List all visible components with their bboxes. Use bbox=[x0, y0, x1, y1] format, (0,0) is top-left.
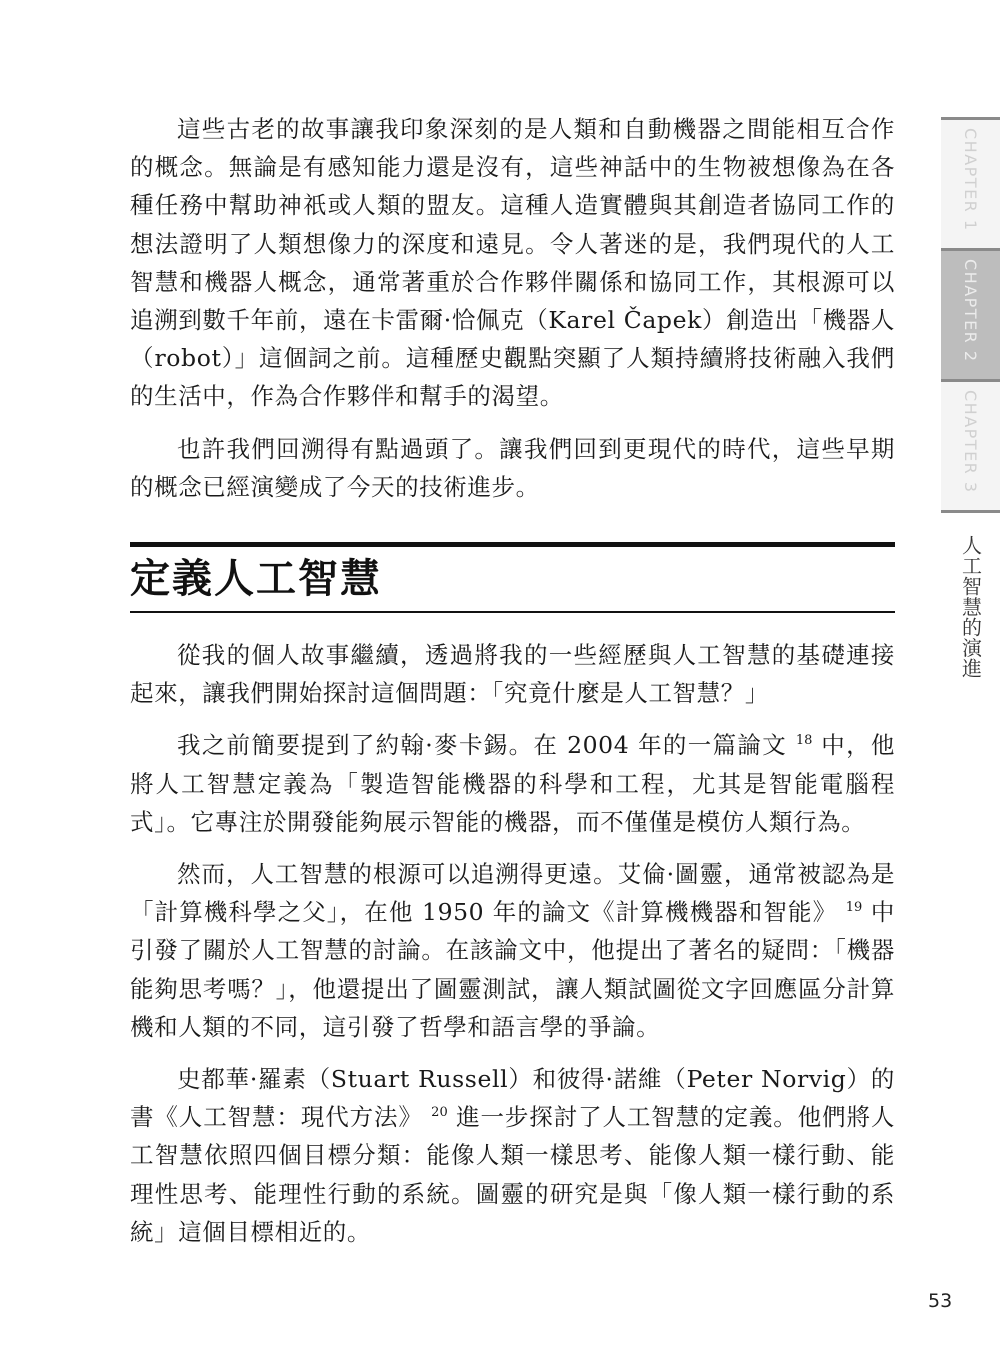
tab-chapter-1[interactable] bbox=[941, 120, 1000, 248]
paragraph-text: 我之前簡要提到了約翰·麥卡錫。在 2004 年的一篇論文 bbox=[177, 731, 788, 760]
paragraph-text: 然而，人工智慧的根源可以追溯得更遠。艾倫·圖靈，通常被認為是「計算機科學之父」，在他 1950 年的論文《計算機機器和智能》 bbox=[130, 860, 895, 927]
paragraph bbox=[130, 1060, 895, 1251]
tab-label: CHAPTER 1 bbox=[961, 128, 980, 232]
section-title: 定義人工智慧 bbox=[130, 555, 382, 602]
paragraph: 從我的個人故事繼續，透過將我的一些經歷與人工智慧的基礎連接起來，讓我們開始探討這個問題：「究竟什麼是人工智慧？」 bbox=[130, 641, 895, 708]
page-number: 53 bbox=[928, 1290, 953, 1312]
body-text-bottom bbox=[130, 636, 895, 1265]
tab-divider bbox=[941, 510, 1000, 513]
paragraph bbox=[130, 726, 895, 841]
footnote-ref[interactable]: 20 bbox=[431, 1105, 448, 1121]
body-text-top bbox=[130, 110, 895, 520]
paragraph-text: 史都華·羅素（Stuart Russell）和彼得·諾維（Peter Norvig）的書《人工智慧：現代方法》 bbox=[130, 1065, 895, 1132]
chapter-tabs bbox=[941, 117, 1000, 513]
paragraph-text: 中，他將人工智慧定義為「製造智能機器的科學和工程，尤其是智能電腦程式」。它專注於開發能夠展示智能的機器，而不僅僅是模仿人類行為。 bbox=[130, 731, 895, 836]
tab-label: CHAPTER 2 bbox=[961, 259, 980, 363]
heading-rule-top bbox=[130, 542, 895, 547]
paragraph-text: 進一步探討了人工智慧的定義。他們將人工智慧依照四個目標分類：能像人類一樣思考、能像人類一樣行動、能理性思考、能理性行動的系統。圖靈的研究是與「像人類一樣行動的系統」這個目標相近的。 bbox=[130, 1103, 895, 1246]
paragraph: 這些古老的故事讓我印象深刻的是人類和自動機器之間能相互合作的概念。無論是有感知能力還是沒有，這些神話中的生物被想像為在各種任務中幫助神祇或人類的盟友。這種人造實體與其創造者協同工作的想法證明了人類想像力的深度和遠見。令人著迷的是，我們現代的人工智慧和機器人概念，通常著重於合作夥伴關係和協同工作，其根源可以追溯到數千年前，遠在卡雷爾·恰佩克（Karel Čapek）創造出「機器人（robot）」這個詞之前。這種歷史觀點突顯了人類持續將技術融入我們的生活中，作為合作夥伴和幫手的渴望。 bbox=[130, 115, 895, 411]
paragraph: 也許我們回溯得有點過頭了。讓我們回到更現代的時代，這些早期的概念已經演變成了今天的技術進步。 bbox=[130, 434, 895, 501]
tab-chapter-2[interactable] bbox=[941, 251, 1000, 379]
tab-chapter-3[interactable] bbox=[941, 382, 1000, 510]
running-chapter-title bbox=[941, 535, 1000, 695]
footnote-ref[interactable]: 19 bbox=[845, 900, 863, 916]
tab-label: CHAPTER 3 bbox=[961, 390, 980, 494]
footnote-ref[interactable]: 18 bbox=[795, 733, 813, 749]
paragraph bbox=[130, 855, 895, 1046]
chapter-title: 人工智慧的演進 bbox=[958, 535, 983, 679]
section-header bbox=[130, 542, 895, 613]
paragraph-text: 中引發了關於人工智慧的討論。在該論文中，他提出了著名的疑問：「機器能夠思考嗎？」，他還提出了圖靈測試，讓人類試圖從文字回應區分計算機和人類的不同，這引發了哲學和語言學的爭論。 bbox=[130, 898, 895, 1041]
heading-rule-bottom bbox=[130, 611, 895, 613]
